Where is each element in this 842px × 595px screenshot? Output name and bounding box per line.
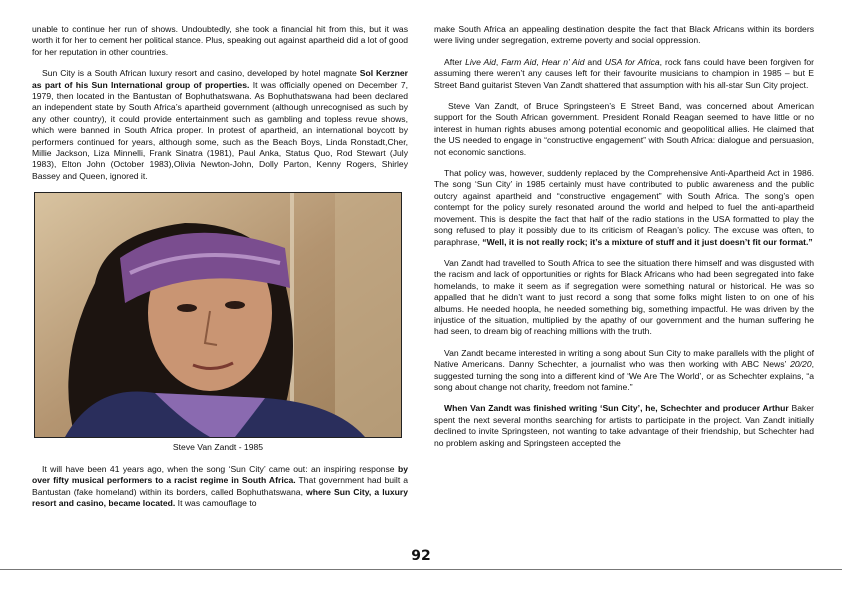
text-run: Van Zandt became interested in writing a song about Sun City to make parallels with the plight of Native Americans. Danny Schechter, a journalist who was then working with ABC News’ bbox=[434, 347, 814, 370]
paragraph: make South Africa an appealing destination despite the fact that Black Africans within its borders were living under segregation, extreme poverty and social oppression. bbox=[434, 24, 814, 46]
paragraph bbox=[434, 348, 814, 394]
italic-title: Hear n’ Aid bbox=[541, 56, 585, 67]
italic-title: Farm Aid bbox=[501, 56, 537, 67]
bold-quote: “Well, it is not really rock; it’s a mixture of stuff and it just doesn’t fit our format.” bbox=[482, 236, 813, 247]
right-column bbox=[434, 24, 814, 459]
text-run: and bbox=[584, 56, 605, 67]
text-run: After bbox=[444, 56, 466, 67]
paragraph bbox=[434, 168, 814, 248]
text-run: , bbox=[536, 56, 542, 67]
paragraph: unable to continue her run of shows. Undoubtedly, she took a financial hit from this, but it was worth it for her to cement her political stance. Plus, speaking out against apartheid did a lot of good for her reputation in other countries. bbox=[32, 24, 408, 57]
text-run: , bbox=[495, 56, 502, 67]
text-run: It was camouflage to bbox=[175, 497, 257, 508]
italic-title: USA for Africa bbox=[604, 56, 660, 67]
paragraph bbox=[434, 403, 814, 449]
paragraph bbox=[32, 68, 408, 182]
text-run: That policy was, however, suddenly replaced by the Comprehensive Anti-Apartheid Act in 1986. The song ‘Sun City’ in 1985 certainly must have contributed to public awareness and the public outcry against apartheid and “constructive engagement” with South Africa. The song’s open contempt for the policy surely resonated around the world and helped to fuel the anti-apartheid movement. This is despite the fact that half of the radio stations in the USA formatted to play the song refused to play it possibly due to its criticism of Reagan’s policy. The excuse was often, to paraphrase, bbox=[434, 168, 814, 247]
paragraph bbox=[434, 57, 814, 91]
photo-caption: Steve Van Zandt - 1985 bbox=[172, 442, 264, 453]
bold-text: Sol Kerzner as part of his Sun International group of properties. bbox=[32, 68, 408, 90]
text-run: , rock fans could have been forgiven for assuming there weren’t any causes left for their favourite musicians to champion in 1985 – but E Street Band guitarist Steven Van Zandt shattered that assumption with his all-star Sun City project. bbox=[434, 56, 814, 90]
text-run: It was officially opened on December 7, 1979, then located in the Bantustan of Bophuthatswana. As Bophuthatswana had been declared an independent state by South Africa’s apartheid government (although unrecognised as such by any other country), it could provide entertainment such as gambling and topless revue shows, which were banned in South Africa proper. In protest of apartheid, an international boycott by performers continued for years, although some, such as the Beach Boys, Linda Ronstadt,Cher, Millie Jackson, Liza Minnelli, Frank Sinatra (1981), Paul Anka, Status Quo, Rod Stewart (July 1983), Elton John (October 1983),Olivia Newton-John, Dolly Parton, Kenny Rogers, Shirley Bassey and Queen, ignored it. bbox=[32, 79, 408, 181]
text-run: Sun City is a South African luxury resort and casino, developed by hotel magnate bbox=[42, 68, 360, 79]
left-column bbox=[32, 24, 408, 519]
text-run: Baker spent the next several months searching for artists to participate in the project. Van Zandt initially declined to invite Springsteen, not wanting to take advantage of their friendship, but Schechter had no problem asking and Springsteen accepted the bbox=[434, 403, 814, 448]
italic-title: Live Aid bbox=[465, 56, 496, 67]
text-run: , suggested turning the song into a different kind of ‘We Are The World’, or as Schechter explains, “a song about change not charity, freedom not famine.” bbox=[434, 359, 814, 392]
paragraph: Steve Van Zandt, of Bruce Springsteen’s E Street Band, was concerned about American support for the South African government. President Ronald Reagan seemed to have little or no interest in human rights abuses among potential economic and geopolitical allies. He claimed that the US needed to engage in “constructive engagement” with South Africa: dialogue and persuasion, not economic sanctions. bbox=[434, 101, 814, 157]
text-run: That government had built a Bantustan (fake homeland) within its borders, called Bophuthatswana, bbox=[32, 475, 408, 497]
figure bbox=[34, 192, 402, 453]
bold-text: by over fifty musical performers to a racist regime in South Africa. bbox=[32, 463, 408, 486]
portrait-illustration bbox=[35, 193, 401, 437]
italic-title: 20/20 bbox=[790, 359, 812, 370]
bold-text: When Van Zandt was finished writing ‘Sun City’, he, Schechter and producer Arthur bbox=[444, 403, 789, 414]
bold-text: where Sun City, a luxury resort and casino, became located. bbox=[32, 486, 408, 508]
text-run: It will have been 41 years ago, when the song ‘Sun City’ came out: an inspiring response bbox=[42, 463, 398, 474]
paragraph: Van Zandt had travelled to South Africa to see the situation there himself and was disgusted with the racism and lack of opportunities or rights for Black Africans who had been segregated into fake homelands, to make it seem as if segregation were something natural or historical. He was so appalled that he didn’t want to just record a song that some folks might listen to on one of his albums. He needed hoopla, he needed something big, something impactful. He was driven by the injustice of the situation, multiplied by the apathy of our government and the human suffering he had seen, to dream big of reaching millions with the truth. bbox=[434, 257, 814, 337]
footer-rule bbox=[0, 569, 842, 570]
paragraph bbox=[32, 464, 408, 510]
page-number: 92 bbox=[411, 548, 431, 564]
portrait-photo bbox=[34, 192, 402, 438]
